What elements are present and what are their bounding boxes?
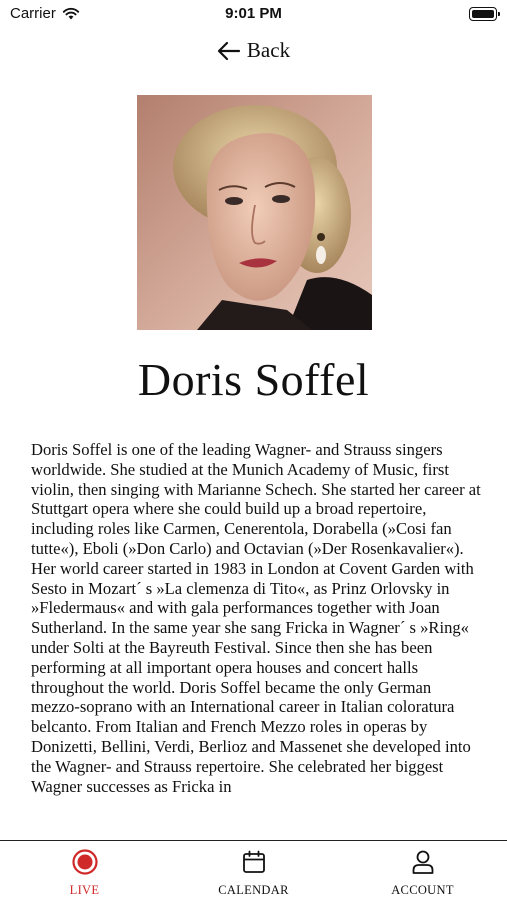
tab-calendar-label: CALENDAR	[218, 883, 289, 897]
live-record-icon	[72, 849, 98, 875]
status-bar	[0, 0, 507, 30]
calendar-icon	[241, 849, 267, 875]
carrier-label: Carrier	[10, 5, 56, 22]
battery-icon	[469, 7, 497, 21]
tab-account[interactable]	[338, 841, 507, 900]
back-button[interactable]	[0, 38, 507, 63]
status-time: 9:01 PM	[225, 5, 282, 22]
artist-name: Doris Soffel	[137, 354, 370, 405]
arrow-left-icon	[217, 41, 241, 61]
bio-scroll-area[interactable]	[31, 440, 483, 840]
tab-live[interactable]	[0, 841, 169, 900]
artist-bio: Doris Soffel is one of the leading Wagner- and Strauss singers worldwide. She studied at the Munich Academy of Music, first violin, then singing with Marianne Schech. She started her career at Stuttgart opera where she could build up a broad repertoire, including roles like Carmen, Cenerentola, Dorabella (»Cosi fan tutte«), Eboli (»Don Carlo) and Octavian (»Der Rosenkavalier«). Her world career started in 1983 in London at Covent Garden with Sesto in Mozart´ s »La clemenza di Tito«, as Prinz Orlovsky in »Fledermaus« and with gala performances together with Joan Sutherland. In the same year she sang Fricka in Wagner´ s »Ring« under Solti at the Bayreuth Festival. Since then she has been performing at all important opera houses and concert halls throughout the world. Doris Soffel became the only German mezzo-soprano with an International career in Italian coloratura belcanto. From Italian and French Mezzo roles in operas by Donizetti, Bellini, Verdi, Berlioz and Massenet she developed into the Wagner- and Strauss repertoire. She celebrated her biggest Wagner successes as Fricka in	[31, 440, 481, 796]
artist-portrait	[137, 95, 372, 330]
tab-account-label: ACCOUNT	[391, 883, 454, 897]
back-label: Back	[246, 38, 291, 62]
portrait-image	[137, 95, 372, 330]
tab-bar	[0, 840, 507, 900]
tab-calendar[interactable]	[169, 841, 338, 900]
account-icon	[410, 849, 436, 875]
tab-live-label: LIVE	[69, 883, 100, 897]
